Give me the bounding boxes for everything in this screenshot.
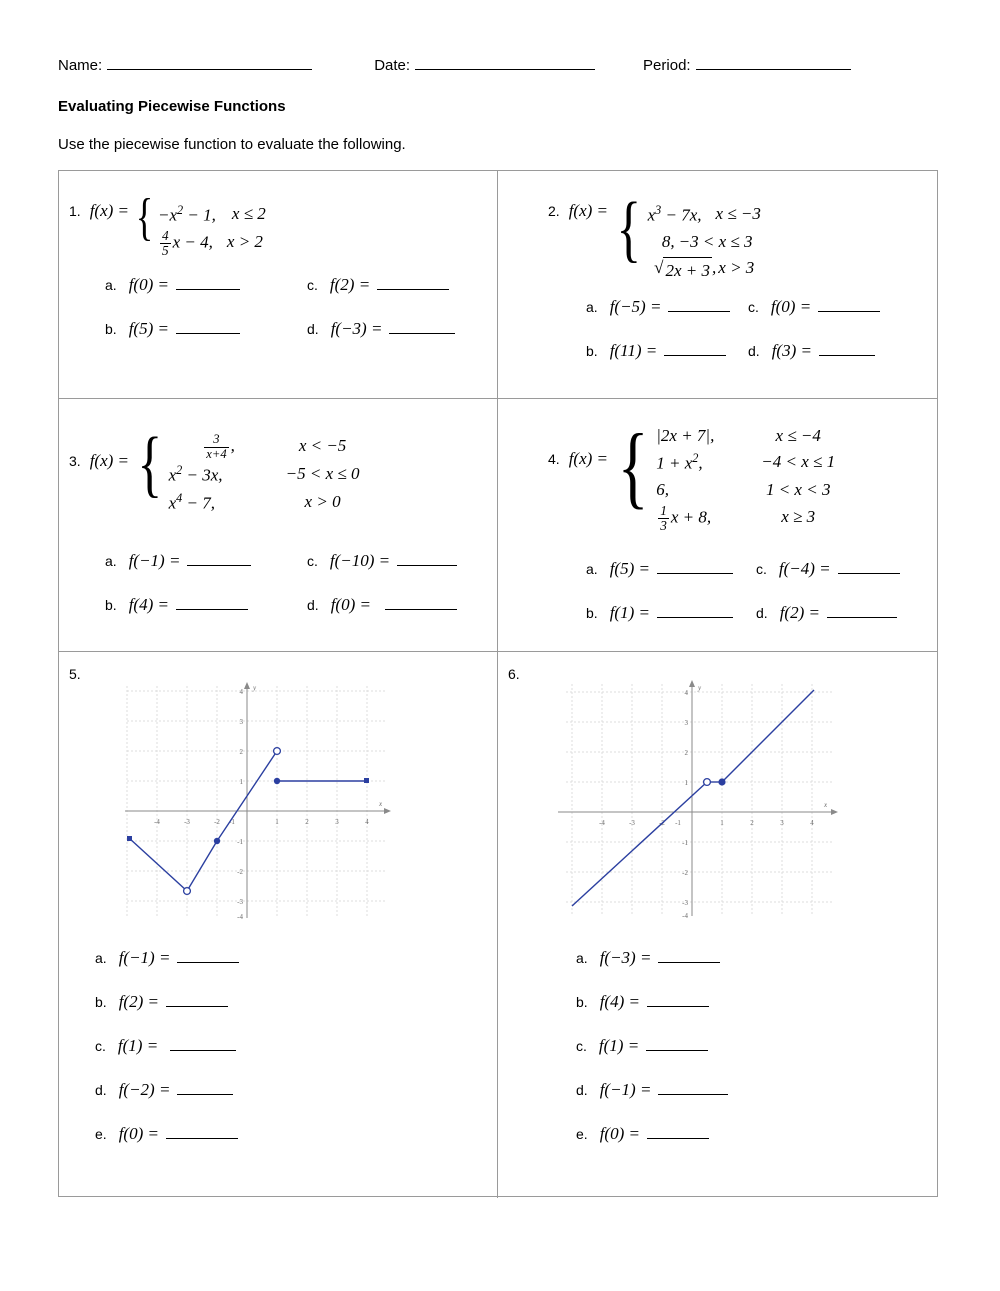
answer-blank[interactable] — [748, 341, 875, 361]
y-axis-label: y — [253, 684, 257, 692]
answer-letter: b. — [586, 605, 598, 621]
svg-text:3: 3 — [335, 818, 339, 826]
answer-letter: d. — [307, 321, 319, 337]
answer-letter: b. — [586, 343, 598, 359]
svg-text:1: 1 — [275, 818, 279, 826]
problem-3-number: 3. — [69, 453, 81, 469]
svg-text:2: 2 — [750, 819, 754, 827]
problem-cell-5 — [59, 652, 498, 1198]
case-row: √ 2x + 3 , x > 3 — [648, 255, 761, 284]
svg-text:4: 4 — [684, 689, 688, 697]
problem-cell-1 — [59, 171, 498, 398]
table-row — [59, 171, 937, 399]
problem-cell-3 — [59, 399, 498, 651]
answer-expression: f(−4) = — [778, 559, 831, 578]
name-label: Name: — [58, 57, 103, 74]
svg-text:4: 4 — [365, 818, 369, 826]
blank-line[interactable] — [657, 560, 733, 574]
svg-text:1: 1 — [720, 819, 724, 827]
case-row: $\frac{3}{x+4}$ , x < −5 — [206, 432, 347, 461]
blank-line[interactable] — [389, 320, 455, 334]
graph-5-svg — [117, 676, 397, 926]
date-field[interactable] — [374, 55, 595, 74]
answer-blank[interactable] — [576, 992, 709, 1012]
answer-blank[interactable] — [576, 1124, 709, 1144]
svg-text:-2: -2 — [682, 869, 688, 877]
svg-text:-2: -2 — [214, 818, 220, 826]
answer-blank[interactable] — [586, 559, 733, 579]
answer-letter: a. — [95, 950, 107, 966]
answer-expression: f(0) = — [128, 275, 169, 294]
problem-2-fx: f(x) = — [568, 201, 609, 220]
problem-4-statement — [548, 411, 854, 533]
answer-blank[interactable] — [95, 1036, 236, 1056]
instructions-text: Use the piecewise function to evaluate the following. — [58, 136, 406, 153]
blank-line[interactable] — [668, 298, 730, 312]
answer-expression: f(11) = — [609, 341, 658, 360]
closed-point — [214, 838, 220, 844]
closed-point — [364, 778, 369, 783]
svg-text:-4: -4 — [599, 819, 605, 827]
case-row: $x^4 - 7$, x > 0 — [168, 491, 341, 513]
problem-1-statement — [69, 187, 266, 259]
answer-expression: f(0) = — [330, 595, 371, 614]
blank-line[interactable] — [819, 342, 875, 356]
answer-blank[interactable] — [756, 603, 897, 623]
svg-text:1: 1 — [684, 779, 688, 787]
svg-text:-3: -3 — [237, 898, 243, 906]
blank-line[interactable] — [177, 949, 239, 963]
period-blank[interactable] — [696, 55, 851, 70]
open-point — [274, 748, 281, 755]
answer-expression: f(1) = — [598, 1036, 640, 1055]
answer-blank[interactable] — [748, 297, 880, 317]
blank-line[interactable] — [646, 1037, 708, 1051]
answer-letter: a. — [586, 299, 598, 315]
problem-4-cases — [656, 411, 854, 533]
blank-line[interactable] — [658, 1081, 728, 1095]
date-blank[interactable] — [415, 55, 595, 70]
answer-blank[interactable] — [95, 1080, 233, 1100]
answer-letter: b. — [95, 994, 107, 1010]
svg-text:-4: -4 — [682, 912, 688, 920]
svg-text:3: 3 — [239, 718, 243, 726]
page-title: Evaluating Piecewise Functions — [58, 98, 286, 115]
answer-letter: d. — [748, 343, 760, 359]
answer-expression: f(−10) = — [329, 551, 391, 570]
problem-3-cases — [169, 419, 377, 517]
answer-blank[interactable] — [586, 341, 726, 361]
graph-6-svg — [552, 674, 842, 924]
svg-text:1: 1 — [239, 778, 243, 786]
answer-expression: f(−1) = — [128, 551, 181, 570]
blank-line[interactable] — [166, 1125, 238, 1139]
answer-letter: b. — [576, 994, 588, 1010]
blank-line[interactable] — [166, 993, 228, 1007]
name-blank[interactable] — [107, 55, 312, 70]
blank-line[interactable] — [827, 604, 897, 618]
problems-table — [58, 170, 938, 1197]
blank-line[interactable] — [176, 276, 240, 290]
answer-letter: c. — [748, 299, 759, 315]
svg-text:-3: -3 — [184, 818, 190, 826]
problem-6-number: 6. — [508, 666, 520, 682]
svg-text:-2: -2 — [659, 819, 665, 827]
blank-line[interactable] — [176, 596, 248, 610]
answer-blank[interactable] — [307, 595, 457, 615]
answer-expression: f(0) = — [599, 1124, 640, 1143]
case-row: $\frac{4}{5}$ x − 4, x > 2 — [162, 228, 263, 259]
blank-line[interactable] — [397, 552, 457, 566]
answer-blank[interactable] — [576, 1036, 708, 1056]
answer-letter: b. — [105, 597, 117, 613]
svg-text:2: 2 — [305, 818, 309, 826]
problem-5-number: 5. — [69, 666, 81, 682]
blank-line[interactable] — [385, 596, 457, 610]
period-field[interactable] — [643, 55, 851, 74]
answer-expression: f(2) = — [118, 992, 159, 1011]
answer-expression: f(5) = — [128, 319, 169, 338]
answer-expression: f(−5) = — [609, 297, 662, 316]
answer-letter: b. — [105, 321, 117, 337]
answer-expression: f(3) = — [771, 341, 812, 360]
closed-point — [718, 778, 725, 785]
answer-blank[interactable] — [586, 297, 730, 317]
problem-1-fx: f(x) = — [89, 201, 130, 220]
blank-line[interactable] — [838, 560, 900, 574]
problem-2-number: 2. — [548, 203, 560, 219]
svg-text:2: 2 — [239, 748, 243, 756]
problem-cell-2 — [498, 171, 937, 398]
problem-1-number: 1. — [69, 203, 81, 219]
answer-expression: f(−2) = — [118, 1080, 171, 1099]
answer-letter: a. — [105, 553, 117, 569]
svg-text:-2: -2 — [237, 868, 243, 876]
svg-text:-4: -4 — [237, 913, 243, 921]
blank-line[interactable] — [177, 1081, 233, 1095]
case-row: $-x^2 - 1$, x ≤ 2 — [158, 203, 266, 225]
blank-line[interactable] — [664, 342, 726, 356]
answer-letter: a. — [105, 277, 117, 293]
answer-expression: f(−3) = — [330, 319, 383, 338]
answer-expression: f(2) = — [779, 603, 820, 622]
problem-3-fx: f(x) = — [89, 451, 130, 470]
answer-expression: f(−3) = — [599, 948, 652, 967]
answer-blank[interactable] — [105, 319, 240, 339]
answer-expression: f(1) = — [609, 603, 650, 622]
blank-line[interactable] — [647, 1125, 709, 1139]
blank-line[interactable] — [377, 276, 449, 290]
answer-expression: f(0) = — [770, 297, 812, 316]
svg-text:-3: -3 — [682, 899, 688, 907]
problem-3-statement — [69, 419, 377, 517]
problem-cell-6 — [498, 652, 937, 1198]
case-row: $\frac{1}{3}$ x + 8, x ≥ 3 — [660, 502, 816, 533]
table-row — [59, 652, 937, 1198]
answer-expression: f(4) = — [599, 992, 640, 1011]
answer-expression: f(−1) = — [599, 1080, 652, 1099]
answer-blank[interactable] — [307, 275, 449, 295]
answer-letter: c. — [756, 561, 767, 577]
answer-letter: d. — [756, 605, 768, 621]
open-point — [704, 779, 711, 786]
blank-line[interactable] — [818, 298, 880, 312]
answer-blank[interactable] — [95, 948, 239, 968]
svg-text:-1: -1 — [237, 838, 243, 846]
answer-blank[interactable] — [307, 551, 457, 571]
answer-blank[interactable] — [105, 551, 251, 571]
problem-4-fx: f(x) = — [568, 449, 609, 468]
table-row — [59, 399, 937, 652]
answer-letter: d. — [95, 1082, 107, 1098]
answer-letter: e. — [95, 1126, 107, 1142]
blank-line[interactable] — [176, 320, 240, 334]
closed-point — [127, 836, 132, 841]
answer-letter: a. — [576, 950, 588, 966]
blank-line[interactable] — [647, 993, 709, 1007]
answer-letter: a. — [586, 561, 598, 577]
brace-icon: { — [617, 414, 649, 517]
student-info-header — [58, 55, 942, 74]
answer-blank[interactable] — [95, 1124, 238, 1144]
answer-letter: c. — [307, 277, 318, 293]
brace-icon: { — [135, 189, 154, 247]
open-point — [184, 888, 191, 895]
problem-1-cases — [158, 187, 266, 259]
answer-blank[interactable] — [756, 559, 900, 579]
brace-icon: { — [137, 422, 163, 505]
answer-letter: c. — [576, 1038, 587, 1054]
blank-line[interactable] — [170, 1037, 236, 1051]
problem-2-statement — [548, 187, 761, 285]
svg-text:3: 3 — [684, 719, 688, 727]
svg-text:-1: -1 — [229, 818, 235, 826]
blank-line[interactable] — [657, 604, 733, 618]
answer-letter: d. — [576, 1082, 588, 1098]
answer-expression: f(1) = — [117, 1036, 159, 1055]
blank-line[interactable] — [187, 552, 251, 566]
answer-expression: f(−1) = — [118, 948, 171, 967]
case-row: |2x + 7|, x ≤ −4 — [656, 426, 821, 445]
answer-letter: c. — [95, 1038, 106, 1054]
name-field[interactable] — [58, 55, 312, 74]
svg-text:3: 3 — [780, 819, 784, 827]
x-axis-label: x — [379, 800, 383, 808]
svg-text:-3: -3 — [629, 819, 635, 827]
case-row: $x^2 - 3x$, −5 < x ≤ 0 — [168, 463, 360, 485]
answer-blank[interactable] — [95, 992, 228, 1012]
case-row: 6, 1 < x < 3 — [656, 480, 831, 500]
answer-letter: c. — [307, 553, 318, 569]
svg-text:2: 2 — [684, 749, 688, 757]
answer-letter: d. — [307, 597, 319, 613]
answer-blank[interactable] — [576, 1080, 728, 1100]
answer-blank[interactable] — [105, 275, 240, 295]
answer-expression: f(5) = — [609, 559, 650, 578]
answer-letter: e. — [576, 1126, 588, 1142]
date-label: Date: — [374, 57, 411, 74]
answer-blank[interactable] — [586, 603, 733, 623]
answer-expression: f(0) = — [118, 1124, 159, 1143]
svg-text:-1: -1 — [675, 819, 681, 827]
case-row: $1 + x^2$, −4 < x ≤ 1 — [656, 451, 836, 473]
answer-expression: f(2) = — [329, 275, 371, 294]
svg-text:4: 4 — [239, 688, 243, 696]
answer-blank[interactable] — [307, 319, 455, 339]
svg-text:-1: -1 — [682, 839, 688, 847]
closed-point — [274, 778, 280, 784]
brace-icon: { — [616, 187, 642, 270]
problem-4-number: 4. — [548, 451, 560, 467]
answer-expression: f(4) = — [128, 595, 169, 614]
y-axis-label: y — [698, 684, 702, 692]
graph-5 — [117, 676, 397, 926]
case-row: 8, −3 < x ≤ 3 — [661, 232, 753, 251]
x-axis-label: x — [824, 801, 828, 809]
case-row: $x^3 - 7x$, x ≤ −3 — [647, 203, 761, 225]
svg-text:-4: -4 — [154, 818, 160, 826]
problem-cell-4 — [498, 399, 937, 651]
square-root-icon: √ 2x + 3 , — [654, 255, 716, 284]
answer-blank[interactable] — [105, 595, 248, 615]
graph-6 — [552, 674, 842, 924]
period-label: Period: — [643, 57, 691, 74]
blank-line[interactable] — [658, 949, 720, 963]
problem-2-cases — [648, 187, 761, 285]
svg-text:4: 4 — [810, 819, 814, 827]
answer-blank[interactable] — [576, 948, 720, 968]
